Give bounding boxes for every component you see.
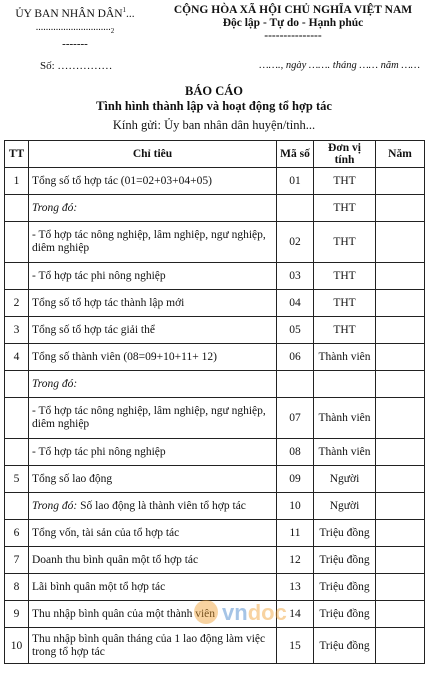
row-don-vi: THT [314, 195, 376, 222]
row-ma-so: 12 [277, 547, 314, 574]
row-chi-tieu: - Tổ hợp tác phi nông nghiệp [29, 439, 277, 466]
report-subtitle: Tình hình thành lập và hoạt động tổ hợp tác [96, 99, 332, 113]
row-tt: 4 [5, 344, 29, 371]
row-chi-tieu: Tổng số tổ hợp tác thành lập mới [29, 290, 277, 317]
document-date: ……., ngày ……. tháng …… năm …… [259, 60, 420, 71]
row-tt [5, 439, 29, 466]
table-row [5, 601, 425, 628]
row-tt: 1 [5, 168, 29, 195]
row-tt: 3 [5, 317, 29, 344]
row-don-vi: Triệu đồng [314, 547, 376, 574]
table-row [5, 371, 425, 398]
row-chi-tieu: - Tổ hợp tác nông nghiệp, lâm nghiệp, ngư nghiệp, diêm nghiệp [29, 222, 277, 263]
table-row [5, 168, 425, 195]
row-ma-so: 07 [277, 398, 314, 439]
row-tt: 9 [5, 601, 29, 628]
row-don-vi: Thành viên [314, 344, 376, 371]
document-number: Số: …………… [40, 60, 113, 72]
row-chi-tieu-prefix: Trong đó: [32, 499, 78, 512]
table-row [5, 317, 425, 344]
report-recipient: Kính gửi: Ủy ban nhân dân huyện/tỉnh... [112, 118, 316, 132]
agency-divider: ------- [62, 37, 88, 50]
republic-name: CỘNG HÒA XÃ HỘI CHỦ NGHĨA VIỆT NAM [173, 4, 413, 16]
row-tt [5, 493, 29, 520]
row-ma-so: 01 [277, 168, 314, 195]
table-row [5, 439, 425, 466]
table-row [5, 222, 425, 263]
row-ma-so: 08 [277, 439, 314, 466]
row-don-vi: THT [314, 317, 376, 344]
row-ma-so: 11 [277, 520, 314, 547]
row-chi-tieu: Lãi bình quân một tổ hợp tác [29, 574, 277, 601]
header-chi-tieu: Chỉ tiêu [29, 141, 277, 168]
national-heading [158, 4, 428, 43]
row-chi-tieu: Doanh thu bình quân một tổ hợp tác [29, 547, 277, 574]
row-nam [376, 344, 425, 371]
row-don-vi: Triệu đồng [314, 520, 376, 547]
table-row [5, 263, 425, 290]
national-motto: Độc lập - Tự do - Hạnh phúc [222, 17, 364, 29]
agency-dots: $.............................._2$ [35, 21, 115, 35]
row-nam [376, 628, 425, 664]
row-nam [376, 439, 425, 466]
row-chi-tieu: Tổng số tổ hợp tác giải thể [29, 317, 277, 344]
table-row [5, 574, 425, 601]
table-row [5, 290, 425, 317]
row-chi-tieu-text: Số lao động là thành viên tổ hợp tác [77, 499, 246, 512]
row-tt: 8 [5, 574, 29, 601]
row-tt [5, 398, 29, 439]
row-ma-so: 03 [277, 263, 314, 290]
row-nam [376, 493, 425, 520]
row-ma-so: 14 [277, 601, 314, 628]
row-don-vi: Triệu đồng [314, 574, 376, 601]
row-chi-tieu [29, 493, 277, 520]
row-tt [5, 263, 29, 290]
row-ma-so: 09 [277, 466, 314, 493]
table-row [5, 628, 425, 664]
row-ma-so: 13 [277, 574, 314, 601]
row-ma-so [277, 195, 314, 222]
row-nam [376, 263, 425, 290]
row-nam [376, 547, 425, 574]
table-header-row [5, 141, 425, 168]
table-row [5, 493, 425, 520]
row-nam [376, 398, 425, 439]
header-ma-so: Mã số [277, 141, 314, 168]
row-don-vi: Người [314, 466, 376, 493]
header-nam: Năm [376, 141, 425, 168]
row-nam [376, 574, 425, 601]
table-row [5, 547, 425, 574]
row-ma-so: 06 [277, 344, 314, 371]
row-don-vi: THT [314, 222, 376, 263]
row-don-vi [314, 371, 376, 398]
report-table [4, 140, 425, 664]
header-tt: TT [5, 141, 29, 168]
row-nam [376, 601, 425, 628]
row-chi-tieu: - Tổ hợp tác nông nghiệp, lâm nghiệp, ngư nghiệp, diêm nghiệp [29, 398, 277, 439]
watermark-text-part: vn [222, 600, 248, 625]
row-chi-tieu: Trong đó: [29, 195, 277, 222]
row-don-vi: THT [314, 290, 376, 317]
table-row [5, 520, 425, 547]
table-row [5, 466, 425, 493]
row-tt: 7 [5, 547, 29, 574]
row-tt: 2 [5, 290, 29, 317]
row-don-vi: THT [314, 168, 376, 195]
row-tt: 6 [5, 520, 29, 547]
row-ma-so: 02 [277, 222, 314, 263]
row-tt [5, 195, 29, 222]
row-chi-tieu: Tổng số thành viên (08=09+10+11+ 12) [29, 344, 277, 371]
table-row [5, 344, 425, 371]
row-nam [376, 371, 425, 398]
table-row [5, 195, 425, 222]
row-chi-tieu: Tổng số lao động [29, 466, 277, 493]
row-don-vi: Thành viên [314, 398, 376, 439]
watermark-text-part: doc [247, 600, 287, 625]
row-tt: 10 [5, 628, 29, 664]
row-nam [376, 168, 425, 195]
row-nam [376, 520, 425, 547]
row-don-vi: Người [314, 493, 376, 520]
row-don-vi: THT [314, 263, 376, 290]
row-ma-so: 04 [277, 290, 314, 317]
motto-divider: --------------- [264, 30, 322, 42]
row-tt [5, 371, 29, 398]
row-nam [376, 317, 425, 344]
agency-block [2, 4, 148, 51]
row-tt: 5 [5, 466, 29, 493]
row-ma-so: 15 [277, 628, 314, 664]
report-title: BÁO CÁO [185, 84, 243, 98]
row-ma-so: 05 [277, 317, 314, 344]
row-don-vi: Triệu đồng [314, 601, 376, 628]
header-don-vi: Đơn vị tính [314, 141, 376, 168]
row-chi-tieu: - Tổ hợp tác phi nông nghiệp [29, 263, 277, 290]
row-nam [376, 466, 425, 493]
row-nam [376, 290, 425, 317]
row-tt [5, 222, 29, 263]
row-chi-tieu: Trong đó: [29, 371, 277, 398]
row-don-vi: Thành viên [314, 439, 376, 466]
row-chi-tieu: Tổng vốn, tài sản của tổ hợp tác [29, 520, 277, 547]
row-nam [376, 222, 425, 263]
row-nam [376, 195, 425, 222]
row-chi-tieu: Thu nhập bình quân tháng của 1 lao động làm việc trong tổ hợp tác [29, 628, 277, 664]
row-don-vi: Triệu đồng [314, 628, 376, 664]
row-ma-so [277, 371, 314, 398]
row-chi-tieu: Tổng số tổ hợp tác (01=02+03+04+05) [29, 168, 277, 195]
row-ma-so: 10 [277, 493, 314, 520]
row-chi-tieu: Thu nhập bình quân của một thành viên [29, 601, 277, 628]
table-row [5, 398, 425, 439]
agency-name: ỦY BAN NHÂN DÂN$^1$... [15, 6, 135, 20]
